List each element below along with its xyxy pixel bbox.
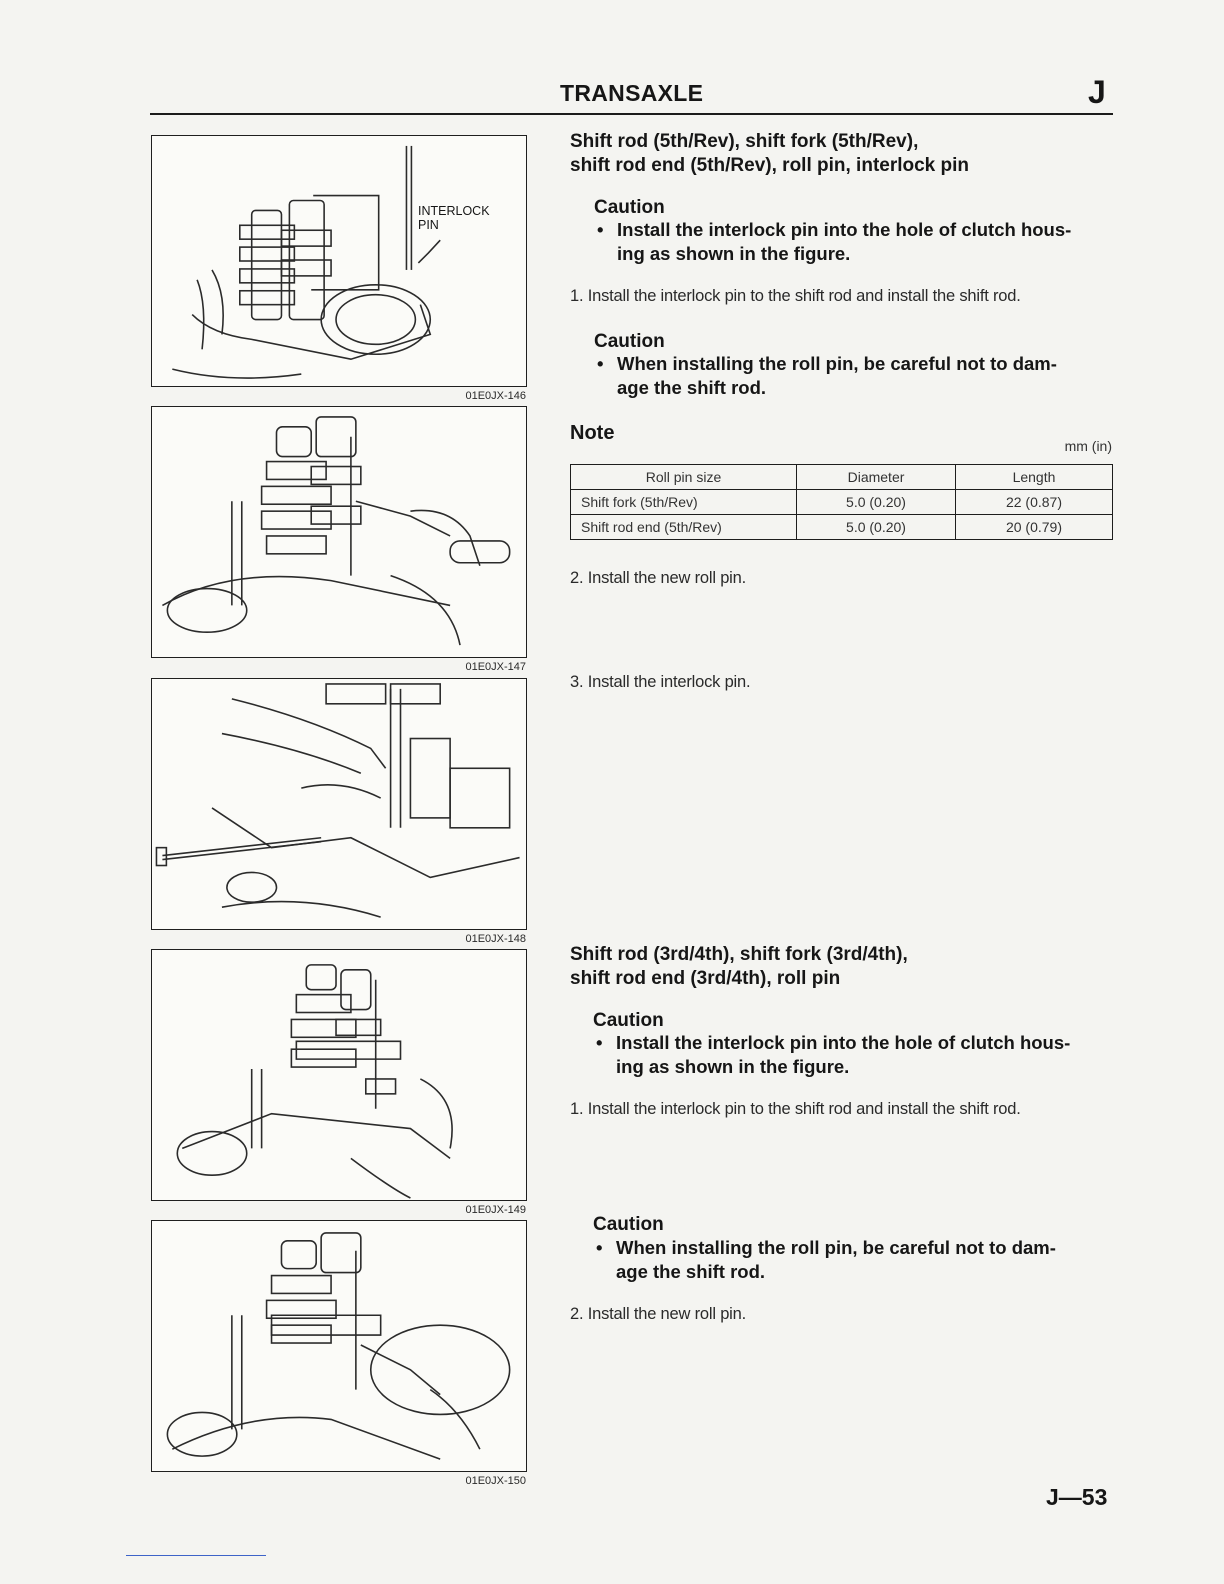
bullet-dot-icon: • [596,1237,603,1258]
table-cell: 22 (0.87) [956,490,1113,515]
roll-pin-size-table [570,464,1113,540]
caution-bullet: • When installing the roll pin, be careful not to dam- age the shift rod. [596,1237,1056,1282]
table-header-row [571,465,1113,490]
section-heading-3rd-4th: Shift rod (3rd/4th), shift fork (3rd/4th), shift rod end (3rd/4th), roll pin [570,944,908,989]
figure-roll-pin-3rd-4th-drawing [152,1221,526,1471]
caution-title: Caution [594,331,665,352]
table-cell: 5.0 (0.20) [797,490,956,515]
section-heading-5th-rev: Shift rod (5th/Rev), shift fork (5th/Rev), shift rod end (5th/Rev), roll pin, interlock pin [570,131,970,176]
table-cell: 5.0 (0.20) [797,515,956,540]
table-row [571,490,1113,515]
header-rule [150,113,1113,115]
figure-label: 01E0JX-150 [465,1475,526,1487]
figure-interlock-pin-install-drawing [152,679,526,929]
step-3: 3. Install the interlock pin. [570,673,751,691]
footer-divider [126,1555,266,1556]
table-cell: Shift rod end (5th/Rev) [571,515,797,540]
caution-bullet: • Install the interlock pin into the hole of clutch hous- ing as shown in the figure. [597,219,1072,264]
figure-interlock-pin [151,135,527,387]
note-unit: mm (in) [1064,438,1112,454]
table-cell: 20 (0.79) [956,515,1113,540]
bullet-dot-icon: • [596,1032,603,1053]
figure-roll-pin-5th [151,406,527,658]
table-header: Length [956,465,1113,490]
table-header: Diameter [797,465,956,490]
caution-title: Caution [593,1214,664,1235]
figure-roll-pin-3rd-4th [151,1220,527,1472]
bullet-dot-icon: • [597,219,604,240]
step-1: 1. Install the interlock pin to the shift rod and install the shift rod. [570,287,1021,305]
caution-bullet: • Install the interlock pin into the hole of clutch hous- ing as shown in the figure. [596,1032,1071,1077]
figure-shift-rod-3rd-4th [151,949,527,1201]
figure-label: 01E0JX-149 [465,1204,526,1216]
caution-title: Caution [594,197,665,218]
table-header: Roll pin size [571,465,797,490]
step-2: 2. Install the new roll pin. [570,569,746,587]
note-title: Note [570,422,615,444]
step-1: 1. Install the interlock pin to the shift rod and install the shift rod. [570,1100,1021,1118]
table-cell: Shift fork (5th/Rev) [571,490,797,515]
figure-label: 01E0JX-146 [465,390,526,402]
figure-label: 01E0JX-148 [465,933,526,945]
figure-interlock-pin-drawing [152,136,526,386]
page-title: TRANSAXLE [560,80,704,106]
figure-roll-pin-5th-drawing [152,407,526,657]
interlock-pin-callout: INTERLOCK PIN [418,204,490,232]
caution-title: Caution [593,1010,664,1031]
bullet-dot-icon: • [597,353,604,374]
caution-bullet: • When installing the roll pin, be careful not to dam- age the shift rod. [597,353,1057,398]
table-row [571,515,1113,540]
page-number: J—53 [1046,1484,1108,1510]
step-2: 2. Install the new roll pin. [570,1305,746,1323]
figure-interlock-pin-install [151,678,527,930]
figure-label: 01E0JX-147 [465,661,526,673]
section-letter: J [1088,74,1106,110]
figure-shift-rod-3rd-4th-drawing [152,950,526,1200]
